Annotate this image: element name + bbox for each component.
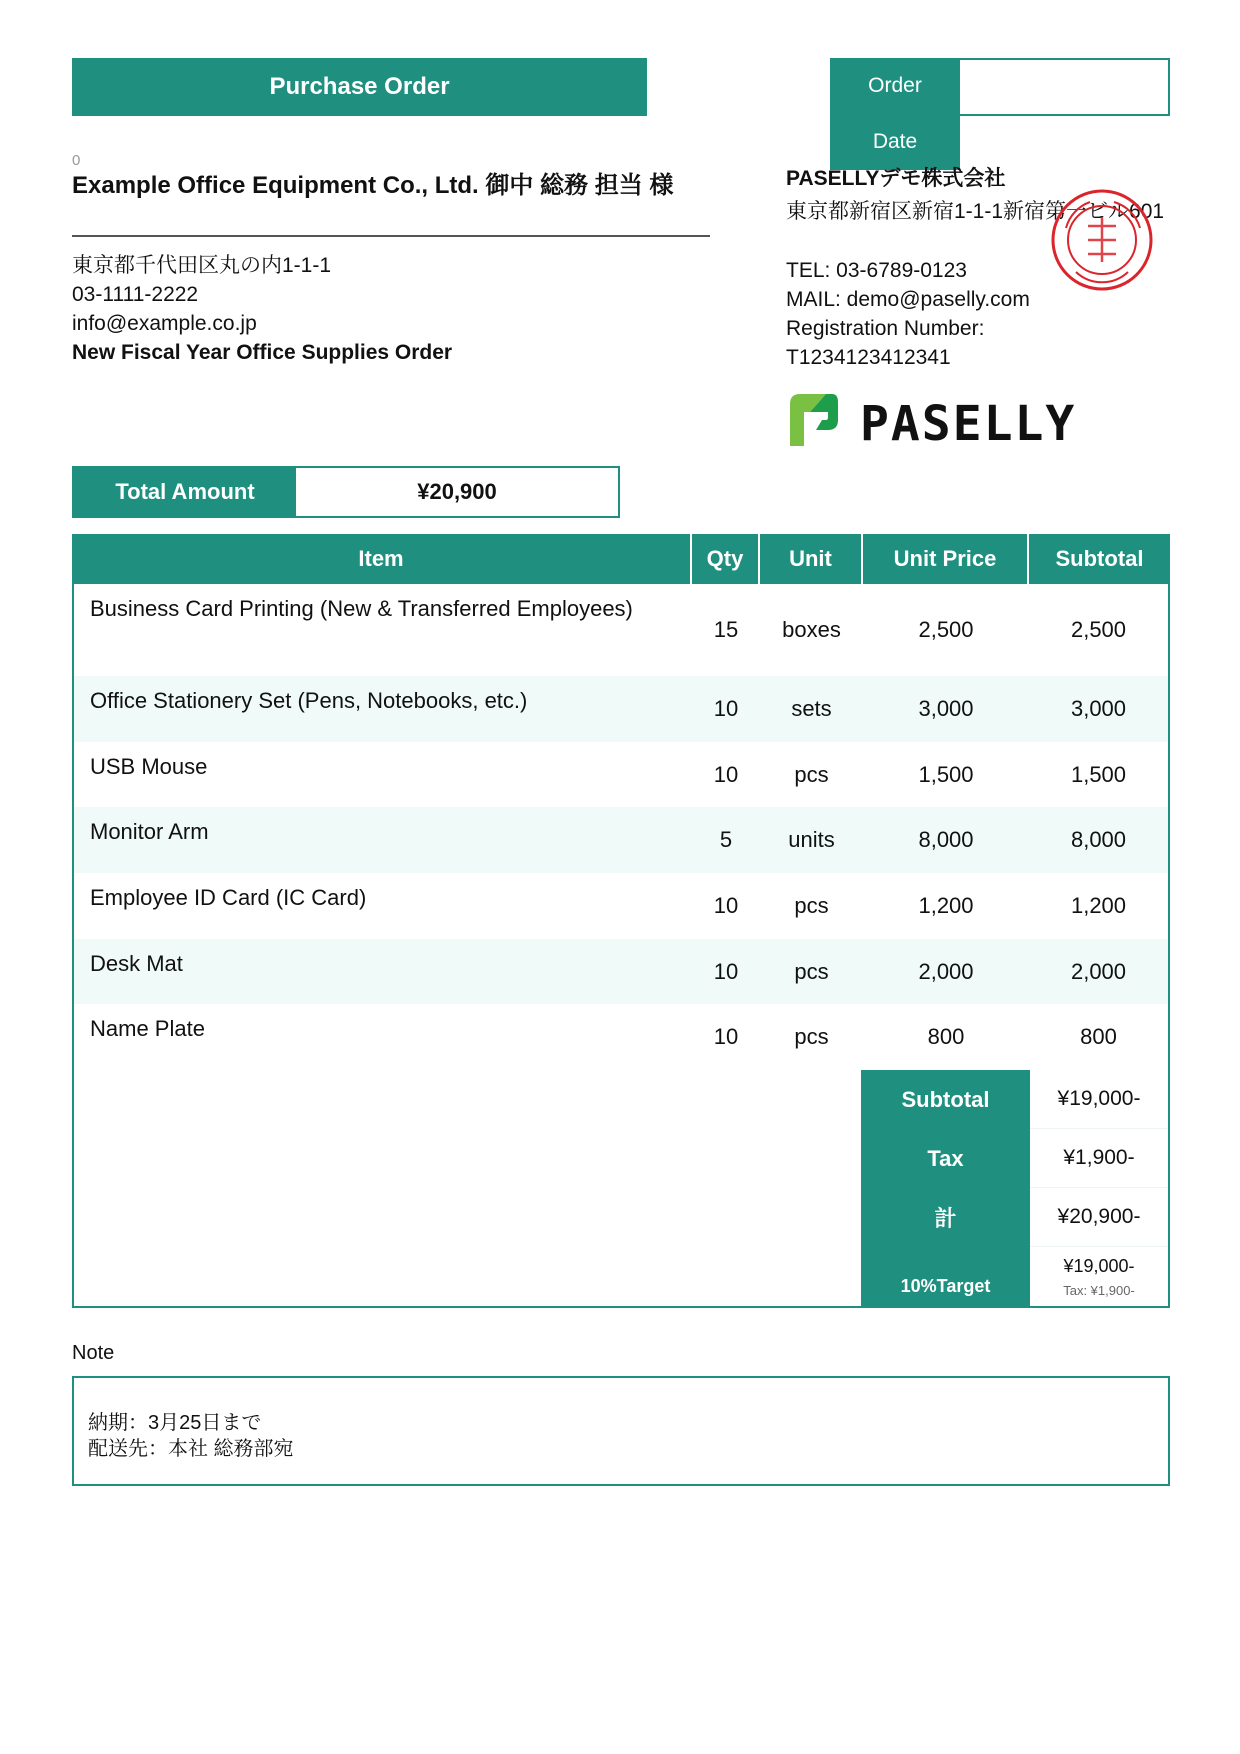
note-line-destination: 配送先：本社 総務部宛 — [88, 1438, 294, 1460]
company-address: 東京都新宿区新宿1-1-1新宿第一ビル601 — [786, 200, 1165, 223]
cell-subtotal: 8,000 — [1070, 827, 1127, 853]
cell-unit-price: 8,000 — [918, 827, 974, 853]
client-phone: 03-1111-2222 — [72, 283, 199, 306]
cell-unit: units — [788, 827, 835, 853]
cell-subtotal: 1,200 — [1070, 892, 1127, 918]
cell-qty: 10 — [713, 761, 739, 787]
cell-unit-price: 3,000 — [918, 695, 974, 721]
registration-number: T1234123412341 — [786, 346, 951, 369]
cell-subtotal: 3,000 — [1070, 695, 1127, 721]
summary-subtotal-value: ¥19,000- — [1030, 1070, 1168, 1129]
table-row — [74, 873, 1168, 939]
order-number: 0 — [72, 152, 81, 169]
client-divider — [72, 235, 710, 237]
cell-item: USB Mouse — [90, 753, 208, 779]
cell-item: Desk Mat — [90, 950, 183, 976]
cell-subtotal: 1,500 — [1070, 761, 1127, 787]
company-mail: MAIL: demo@paselly.com — [786, 288, 1030, 311]
summary-total-row — [861, 1188, 1168, 1247]
cell-qty: 10 — [713, 958, 739, 984]
total-amount-value: ¥20,900 — [417, 479, 497, 504]
registration-label: Registration Number: — [786, 317, 985, 340]
cell-unit: pcs — [794, 958, 829, 984]
paselly-logo — [786, 390, 1116, 450]
total-amount-box — [72, 466, 620, 518]
cell-unit: pcs — [794, 1024, 829, 1050]
summary-tax-value: ¥1,900- — [1030, 1129, 1168, 1188]
document-title: Purchase Order — [72, 58, 647, 116]
summary-tax-label: Tax — [861, 1129, 1030, 1188]
order-subject: New Fiscal Year Office Supplies Order — [72, 341, 453, 364]
cell-qty: 10 — [713, 1024, 739, 1050]
company-seal-icon — [1050, 188, 1154, 292]
table-row — [74, 742, 1168, 808]
summary-tax-row — [861, 1129, 1168, 1188]
summary-target-row — [861, 1247, 1168, 1307]
cell-unit-price: 2,500 — [918, 617, 974, 642]
note-box — [72, 1376, 1170, 1486]
table-row — [74, 676, 1168, 742]
company-name: PASELLYデモ株式会社 — [786, 167, 1006, 190]
summary-target-label: 10%Target — [861, 1247, 1030, 1307]
client-address: 東京都千代田区丸の内1-1-1 — [72, 254, 332, 277]
summary-block — [861, 1070, 1168, 1307]
cell-item: Name Plate — [90, 1016, 205, 1042]
cell-unit: sets — [791, 695, 832, 721]
cell-unit: pcs — [794, 761, 829, 787]
note-label: Note — [72, 1342, 115, 1364]
cell-unit-price: 800 — [927, 1024, 965, 1050]
summary-target-tax: Tax: ¥1,900- — [1063, 1283, 1135, 1298]
table-row — [74, 939, 1168, 1005]
cell-unit-price: 2,000 — [918, 958, 974, 984]
summary-target-base: ¥19,000- — [1063, 1256, 1135, 1276]
cell-qty: 10 — [713, 695, 739, 721]
table-row — [74, 584, 1168, 676]
header-qty: Qty — [692, 534, 760, 584]
total-amount-label: Total Amount — [74, 468, 296, 516]
cell-subtotal: 2,500 — [1070, 617, 1127, 642]
summary-total-label: 計 — [861, 1188, 1030, 1247]
cell-item: Employee ID Card (IC Card) — [90, 885, 367, 911]
date-label: Date — [830, 114, 960, 170]
company-tel: TEL: 03-6789-0123 — [786, 259, 967, 282]
logo-text: PASELLY — [860, 396, 1077, 450]
cell-qty: 10 — [713, 892, 739, 918]
cell-item: Business Card Printing (New & Transferred Employees) — [90, 596, 633, 621]
cell-unit-price: 1,500 — [918, 761, 974, 787]
summary-subtotal-row — [861, 1070, 1168, 1129]
cell-item: Office Stationery Set (Pens, Notebooks, etc.) — [90, 688, 528, 713]
items-table-header — [72, 534, 1170, 584]
header-unit: Unit — [760, 534, 863, 584]
cell-qty: 5 — [719, 827, 733, 853]
client-name: Example Office Equipment Co., Ltd. 御中 総務 担当 様 — [72, 172, 674, 199]
table-row — [74, 1004, 1168, 1070]
summary-total-value: ¥20,900- — [1030, 1188, 1168, 1247]
header-unit-price: Unit Price — [863, 534, 1029, 584]
cell-qty: 15 — [713, 617, 739, 642]
note-line-delivery-date: 納期：3月25日まで — [88, 1412, 262, 1434]
header-item: Item — [72, 534, 692, 584]
cell-item: Monitor Arm — [90, 819, 209, 845]
header-subtotal: Subtotal — [1029, 534, 1170, 584]
items-table-body — [74, 584, 1168, 1070]
cell-subtotal: 800 — [1080, 1024, 1117, 1050]
summary-target-values — [1030, 1247, 1168, 1307]
client-email: info@example.co.jp — [72, 312, 257, 335]
cell-unit-price: 1,200 — [918, 892, 974, 918]
summary-subtotal-label: Subtotal — [861, 1070, 1030, 1129]
order-label: Order — [830, 58, 960, 114]
cell-unit: pcs — [794, 892, 829, 918]
cell-unit: boxes — [782, 617, 841, 642]
cell-subtotal: 2,000 — [1070, 958, 1127, 984]
table-row — [74, 807, 1168, 873]
